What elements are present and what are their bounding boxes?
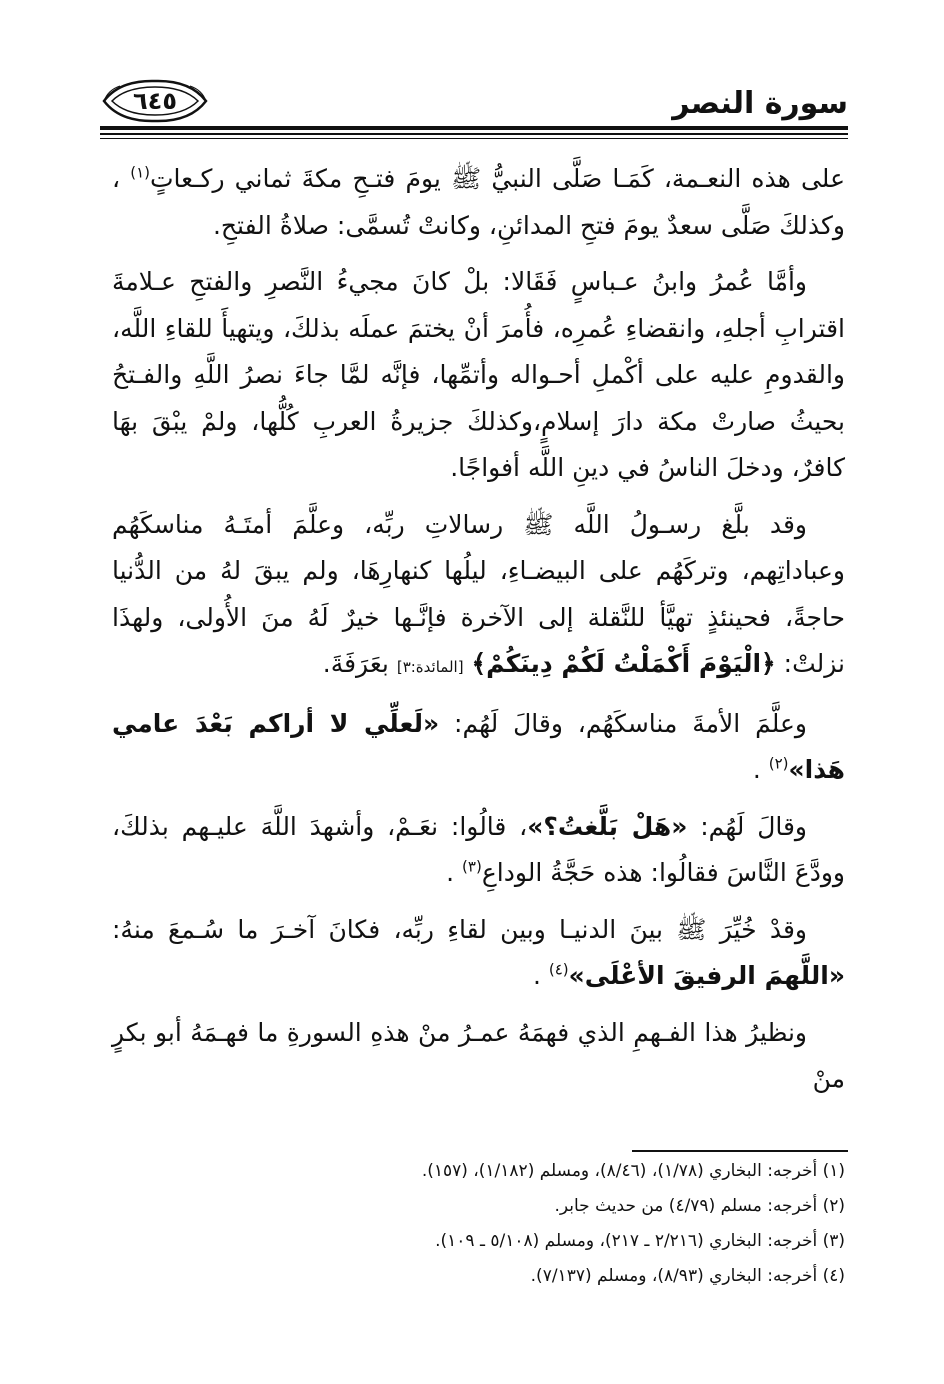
paragraph-4-text: وعلَّمَ الأمةَ مناسكَهُم، وقالَ لَهُم: [454, 708, 808, 738]
footnotes [112, 1154, 845, 1294]
footnote-marker-4: (٤) [548, 960, 569, 979]
footnote-4: (٤) أخرجه: البخاري (٨/٩٣)، ومسلم (٧/١٣٧). [530, 1266, 845, 1286]
paragraph-2 [112, 259, 845, 492]
header-rule-thick [100, 126, 848, 130]
hadith-quote-3: «اللَّهمَ الرفيقَ الأعْلَى» [568, 961, 845, 990]
paragraph-7-text: ونظيرُ هذا الفـهمِ الذي فهمَهُ عمـرُ منْ هذهِ السورةِ ما فهـمَهُ أبو بكرٍ منْ [112, 1017, 845, 1093]
header-rule-middle [100, 133, 848, 135]
main-text [112, 156, 845, 1113]
page-number: ٦٤٥ [133, 87, 177, 115]
hadith-quote-2: «هَلْ بَلَّغتُ؟» [527, 811, 688, 841]
page-header [100, 74, 848, 144]
hadith-quote-1: «لَعلِّي لا أراكم بَعْدَ عامي هَذا» [112, 708, 845, 784]
paragraph-4-end: . [752, 755, 761, 784]
paragraph-6-text: وقدْ خُيِّرَ ﷺ بينَ الدنيـا وبين لقاءِ ربِّه، فكانَ آخـرَ ما سُـمعَ منهُ: [112, 914, 807, 944]
footnote-1: (١) أخرجه: البخاري (١/٧٨)، (٨/٤٦)، ومسلم (١/١٨٢)، (١٥٧). [421, 1161, 845, 1181]
paragraph-6-end: . [532, 961, 541, 990]
footnote-separator [632, 1150, 848, 1152]
footnote-marker-2: (٢) [768, 754, 789, 773]
paragraph-3-end: بعَرَفَةَ. [322, 649, 389, 678]
paragraph-1-text: على هذه النعـمة، كَمَـا صَلَّى النبيُّ ﷺ يومَ فتـحِ مكةَ ثماني ركـعاتٍ [150, 164, 846, 193]
footnote-marker-1: (١) [130, 163, 151, 182]
paragraph-3-text: وقد بلَّغ رسـولُ اللَّه ﷺ رسالاتِ ربِّه، وعلَّمَ أمتَـهُ مناسكَهُم وعباداتِهم، وتركَهُم على البيضـاءِ، ليلُها كنهارِهَا، ولم يبقَ لهُ من الدُّنيا حاجةً، فحينئذٍ تهيَّأ للنَّقلة إلى الآخرة فإنَّـها خيرٌ لَهُ منَ الأُولى، ولهذَا نزلتْ: [112, 509, 845, 678]
paragraph-5 [112, 804, 845, 897]
paragraph-5-text: وقالَ لَهُم: [700, 811, 807, 841]
surah-title: سورة النصر [672, 86, 848, 121]
paragraph-2-text: وأمَّا عُمرُ وابنُ عـباسٍ فَقَالا: بلْ كانَ مجيءُ النَّصرِ والفتحِ عـلامةَ اقترابِ أجلهِ، وانقضاءِ عُمرِه، فأُمرَ أنْ يختمَ عملَه بذلكَ، ويتهيأَ للقاءِ اللَّه، والقدومِ عليه على أكْملِ أحـواله وأتمِّها، فإنَّه لمَّا جاءَ نصرُ اللَّهِ والفـتحُ بحيثُ صارتْ مكة دارَ إسلامٍ،وكذلكَ جزيرةُ العربِ كُلُّها، ولمْ يبْقَ بهَا كافرٌ، ودخلَ الناسُ في دينِ اللَّه أفواجًا. [112, 267, 845, 482]
paragraph-1 [112, 156, 845, 249]
paragraph-5-rest: ، قالُوا: نعَـمْ، وأشهدَ اللَّهَ عليـهم بذلكَ، وودَّعَ النَّاسَ فقالُوا: هذه حَجَّةُ الوداعِ [112, 811, 845, 887]
footnote-marker-3: (٣) [462, 857, 482, 876]
paragraph-6 [112, 907, 845, 1000]
paragraph-7 [112, 1010, 845, 1103]
header-rule-thin [100, 138, 848, 139]
paragraph-3 [112, 502, 845, 691]
paragraph-5-end: . [446, 858, 455, 887]
paragraph-1-rest: ، وكذلكَ صَلَّى سعدٌ يومَ فتحِ المدائنِ، وكانتْ تُسمَّى: صلاةُ الفتحِ. [112, 164, 845, 240]
quran-verse: ﴿الْيَوْمَ أَكْمَلْتُ لَكُمْ دِينَكُمْ﴾ [471, 649, 776, 678]
verse-reference: [المائدة:٣] [396, 658, 464, 676]
footnote-3: (٣) أخرجه: البخاري (٢/٢١٦ ـ ٢١٧)، ومسلم (٥/١٠٨ ـ ١٠٩). [435, 1231, 845, 1251]
paragraph-4 [112, 701, 845, 794]
footnote-2: (٢) أخرجه: مسلم (٤/٧٩) من حديث جابر. [554, 1196, 845, 1216]
page-number-badge [100, 78, 210, 124]
